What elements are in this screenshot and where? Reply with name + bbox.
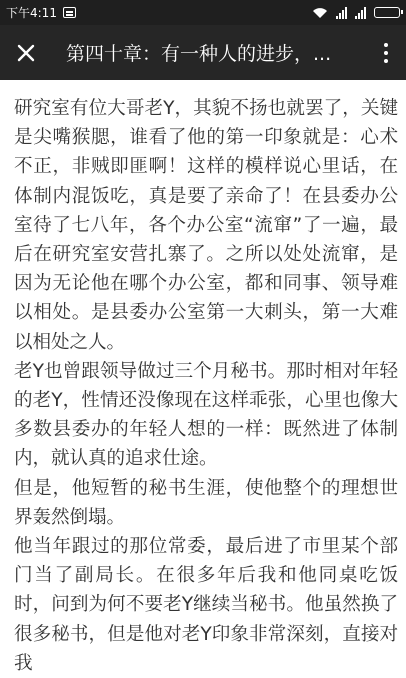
battery-icon	[374, 7, 400, 18]
close-icon	[17, 44, 35, 62]
signal-icon-2	[355, 7, 366, 19]
signal-icon	[336, 7, 347, 19]
more-options-button[interactable]	[366, 25, 406, 80]
more-vert-icon	[384, 43, 388, 47]
close-button[interactable]	[2, 25, 50, 80]
message-notification-icon	[63, 7, 76, 18]
paragraph: 老Y也曾跟领导做过三个月秘书。那时相对年轻的老Y，性情还没像现在这样乖张，心里也像大多数县委办的年轻人想的一样：既然进了体制内，就认真的追求仕途。	[14, 360, 398, 470]
chapter-content[interactable]	[14, 94, 398, 678]
chapter-title: 第四十章：有一种人的进步，...	[66, 43, 332, 65]
status-bar	[0, 0, 406, 25]
wifi-icon	[312, 7, 328, 19]
status-time: 下午4:11	[6, 6, 57, 20]
paragraph: 但是，他短暂的秘书生涯，使他整个的理想世界轰然倒塌。	[14, 477, 398, 528]
paragraph: 他当年跟过的那位常委，最后进了市里某个部门当了副局长。在很多年后我和他同桌吃饭时，问到为何不要老Y继续当秘书。他虽然换了很多秘书，但是他对老Y印象非常深刻，直接对我	[14, 536, 398, 674]
paragraph: 研究室有位大哥老Y，其貌不扬也就罢了，关键是尖嘴猴腮，谁看了他的第一印象就是：心术不正，非贼即匪啊！这样的模样说心里话，在体制内混饭吃，真是要了亲命了！在县委办公室待了七八年，各个办公室“流窜”了一遍，最后在研究室安营扎寨了。之所以处处流窜，是因为无论他在哪个办公室，都和同事、领导难以相处。是县委办公室第一大刺头，第一大难以相处之人。	[14, 98, 398, 353]
app-bar	[0, 25, 406, 80]
